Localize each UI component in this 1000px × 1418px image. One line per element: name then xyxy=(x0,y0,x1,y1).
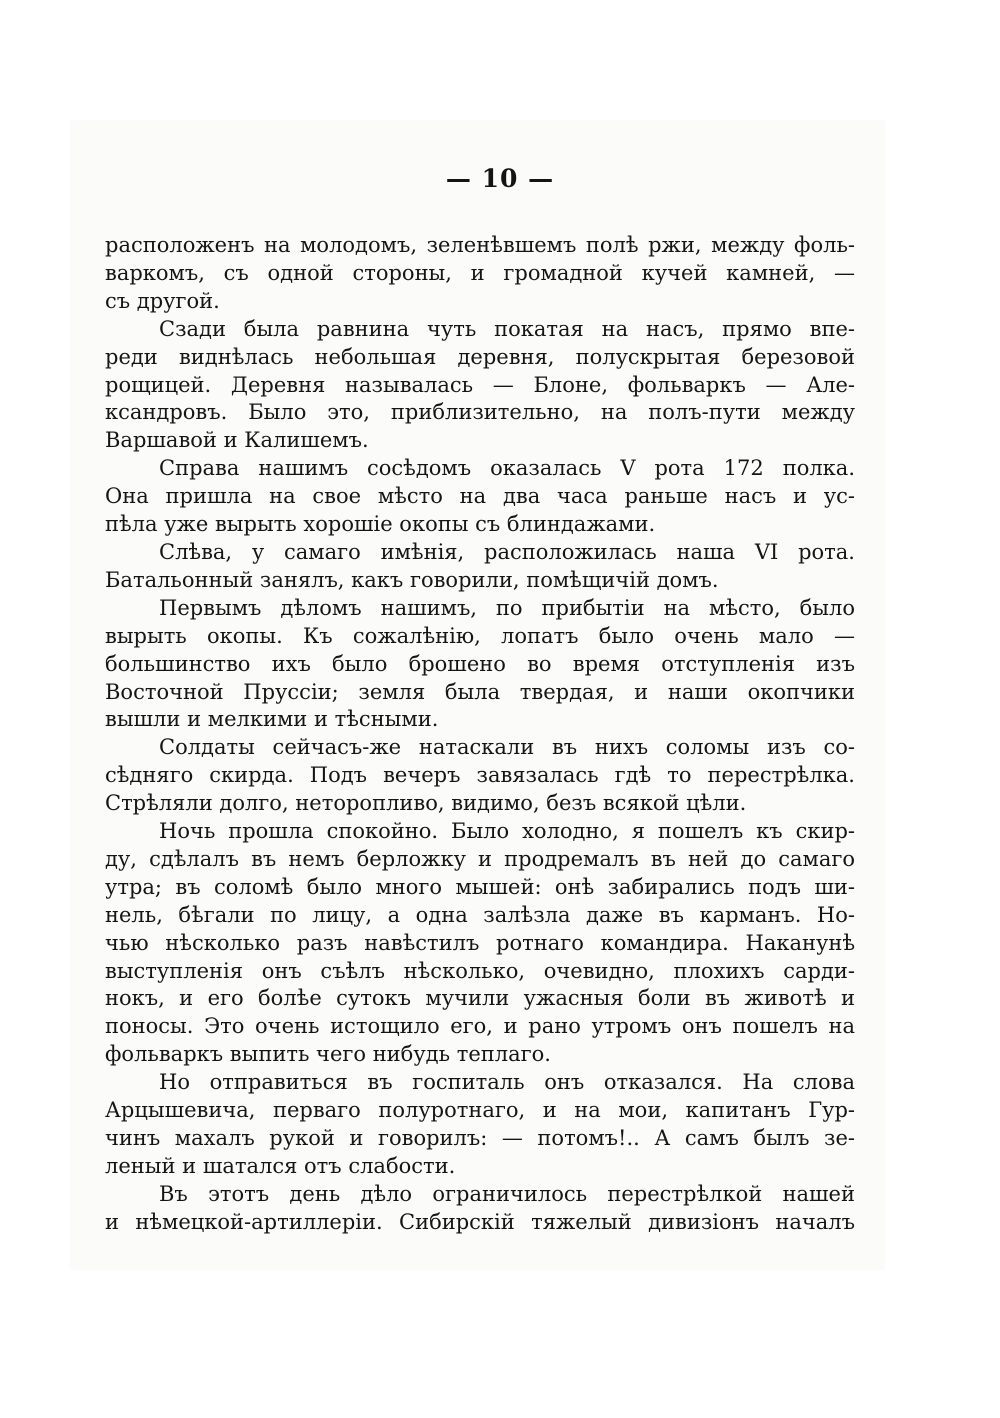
text-line: поносы. Это очень истощило его, и рано утромъ онъ пошелъ на xyxy=(105,1014,855,1039)
text-line: ду, сдѣлалъ въ немъ берложку и продремалъ въ ней до самаго xyxy=(105,846,855,871)
text-line: леный и шатался отъ слабости. xyxy=(105,1153,456,1178)
text-line: Слѣва, у самаго имѣнія, расположилась наша VI рота. xyxy=(159,539,855,564)
text-line: чинъ махалъ рукой и говорилъ: — потомъ!.. А самъ былъ зе- xyxy=(105,1126,855,1150)
text-line: нокъ, и его болѣе сутокъ мучили ужасныя боли въ животѣ и xyxy=(105,986,855,1011)
text-line: сѣдняго скирда. Подъ вечеръ завязалась гдѣ то перестрѣлка. xyxy=(105,763,855,788)
paragraph xyxy=(105,539,855,595)
text-line: варкомъ, съ одной стороны, и громадной кучей камней, — xyxy=(105,260,855,285)
text-line: чью нѣсколько разъ навѣстилъ ротнаго командира. Наканунѣ xyxy=(105,930,855,955)
text-line: Восточной Пруссіи; земля была твердая, и наши окопчики xyxy=(105,679,855,704)
text-line: фольваркъ выпить чего нибудь теплаго. xyxy=(105,1042,551,1067)
text-line: Въ этотъ день дѣло ограничилось перестрѣлкой нашей xyxy=(159,1181,855,1206)
text-line: Варшавой и Калишемъ. xyxy=(105,428,369,453)
paragraph xyxy=(105,734,855,818)
text-line: Ночь прошла спокойно. Было холодно, я пошелъ къ скир- xyxy=(159,819,855,844)
text-line: расположенъ на молодомъ, зеленѣвшемъ полѣ ржи, между фоль- xyxy=(105,233,855,257)
text-line: Справа нашимъ сосѣдомъ оказалась V рота 172 полка. xyxy=(159,456,855,481)
text-line: и нѣмецкой-артиллеріи. Сибирскій тяжелый дивизіонъ началъ xyxy=(105,1209,855,1234)
body-text xyxy=(105,232,855,1237)
paragraph xyxy=(105,595,855,735)
text-line: съ другой. xyxy=(105,288,220,313)
text-line: ксандровъ. Было это, приблизительно, на полъ-пути между xyxy=(105,400,855,425)
text-line: Стрѣляли долго, неторопливо, видимо, безъ всякой цѣли. xyxy=(105,791,747,816)
text-line: вышли и мелкими и тѣсными. xyxy=(105,707,439,732)
page-number: — 10 — xyxy=(445,164,555,193)
text-line: Она пришла на свое мѣсто на два часа раньше насъ и ус- xyxy=(105,484,855,509)
text-line: утра; въ соломѣ было много мышей: онѣ забирались подъ ши- xyxy=(105,874,855,899)
paragraph xyxy=(105,818,855,1069)
text-line: рощицей. Деревня называлась — Блоне, фольваркъ — Але- xyxy=(105,372,855,397)
paragraph xyxy=(105,1069,855,1181)
paragraph xyxy=(105,1181,855,1237)
text-line: вырыть окопы. Къ сожалѣнію, лопатъ было очень мало — xyxy=(105,623,855,648)
text-line: Первымъ дѣломъ нашимъ, по прибытіи на мѣсто, было xyxy=(159,595,855,620)
paragraph xyxy=(105,232,855,316)
text-line: пѣла уже вырыть хорошіе окопы съ блиндажами. xyxy=(105,512,656,537)
text-line: выступленія онъ съѣлъ нѣсколько, очевидно, плохихъ сарди- xyxy=(105,958,855,983)
text-line: Сзади была равнина чуть покатая на насъ, прямо впе- xyxy=(159,316,855,341)
paragraph xyxy=(105,455,855,539)
text-line: Но отправиться въ госпиталь онъ отказался. На слова xyxy=(159,1070,855,1095)
text-line: Солдаты сейчасъ-же натаскали въ нихъ соломы изъ со- xyxy=(159,735,855,760)
text-line: большинство ихъ было брошено во время отступленія изъ xyxy=(105,651,855,676)
text-line: Арцышевича, перваго полуротнаго, и на мои, капитанъ Гур- xyxy=(105,1098,855,1123)
text-line: реди виднѣлась небольшая деревня, полускрытая березовой xyxy=(105,344,855,369)
text-line: Батальонный занялъ, какъ говорили, помѣщичій домъ. xyxy=(105,567,719,592)
text-line: нель, бѣгали по лицу, а одна залѣзла даже въ карманъ. Но- xyxy=(105,902,855,927)
paragraph xyxy=(105,316,855,456)
